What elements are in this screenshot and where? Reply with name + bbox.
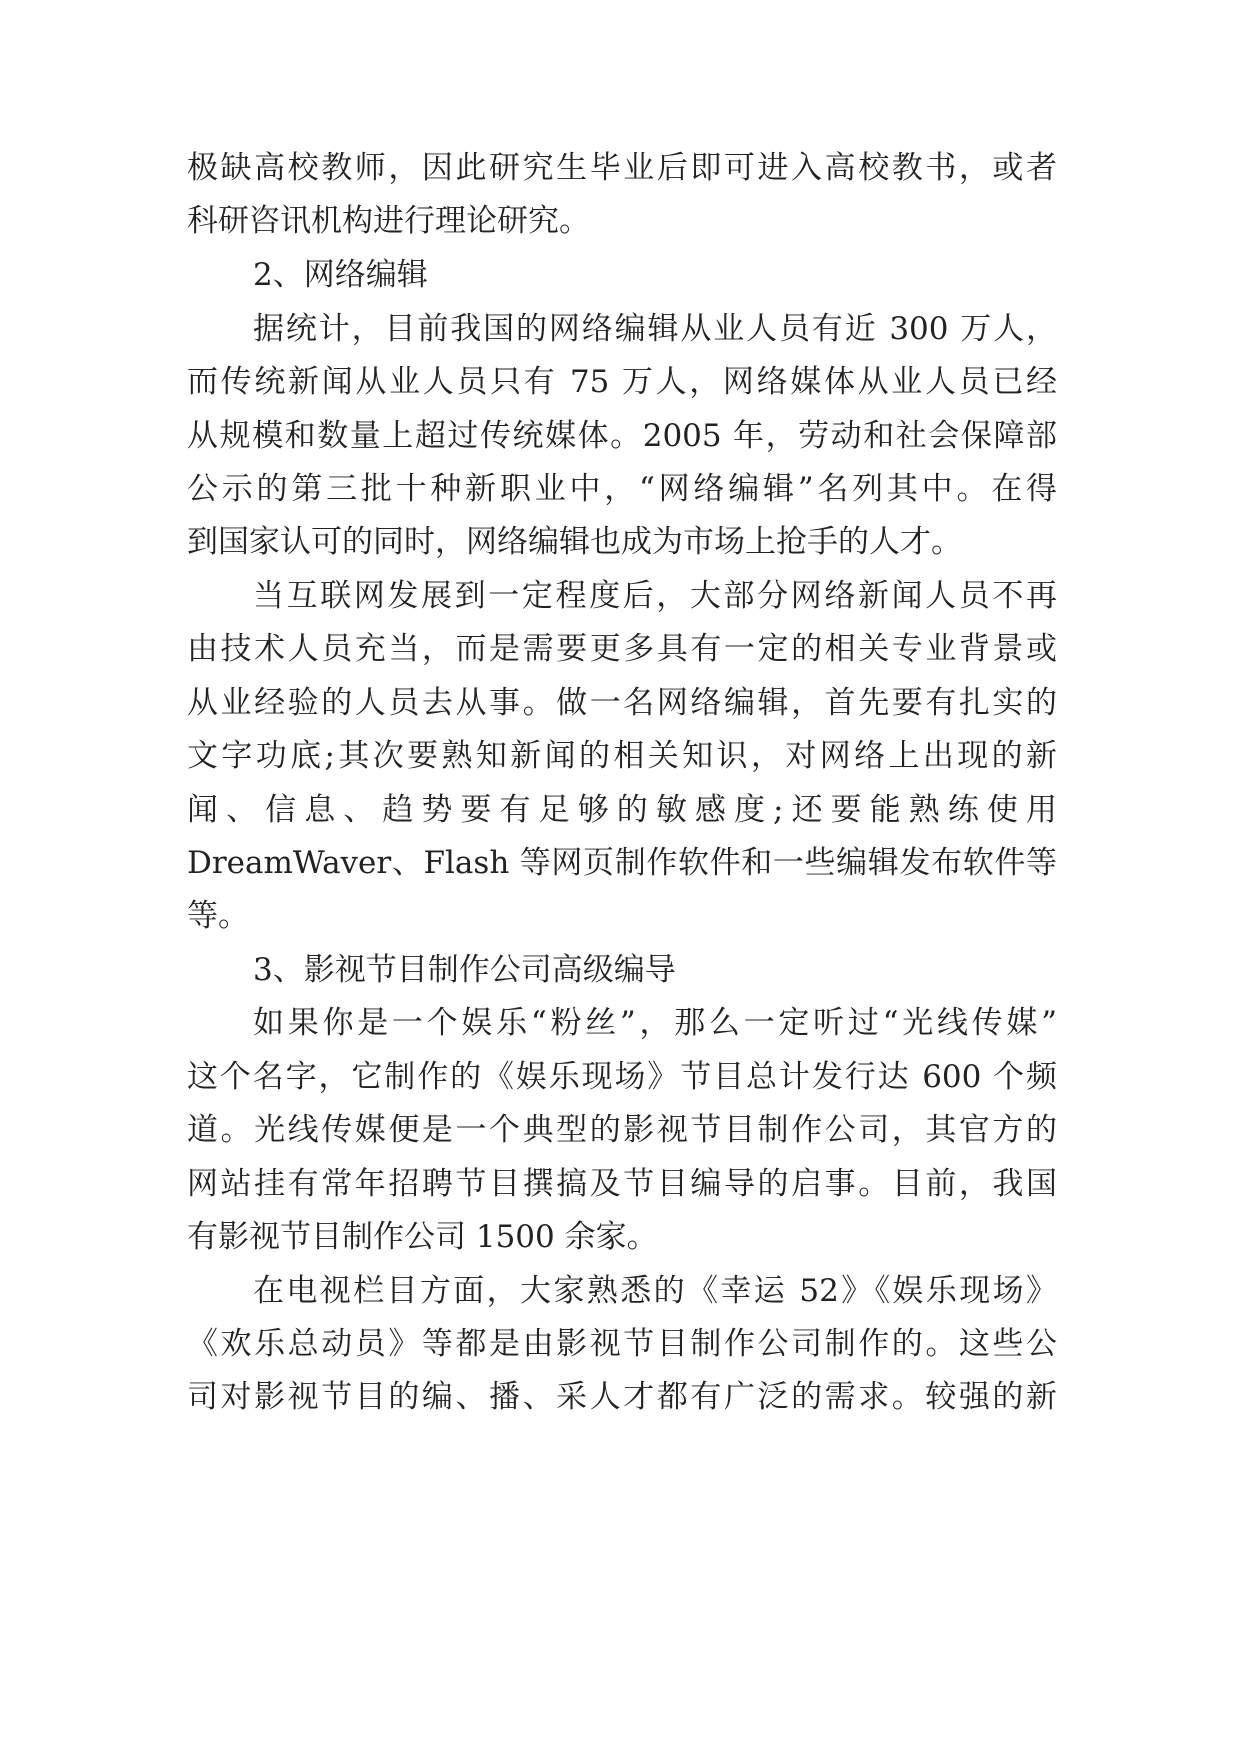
text-line: 闻、信息、趋势要有足够的敏感度;还要能熟练使用 — [187, 792, 1057, 828]
text-line: 公示的第三批十种新职业中，“网络编辑”名列其中。在得 — [187, 471, 1057, 507]
text-line: 道。光线传媒便是一个典型的影视节目制作公司，其官方的 — [187, 1112, 1057, 1148]
paragraph-first-line: 当互联网发展到一定程度后，大部分网络新闻人员不再 — [253, 578, 1057, 614]
text-line: 这个名字，它制作的《娱乐现场》节目总计发行达 600 个频 — [187, 1059, 1057, 1095]
text-line: 网站挂有常年招聘节目撰搞及节目编导的启事。目前，我国 — [187, 1166, 1057, 1202]
text-line: 等。 — [187, 898, 249, 934]
text-line: 到国家认可的同时，网络编辑也成为市场上抢手的人才。 — [187, 524, 962, 560]
text-line: 文字功底;其次要熟知新闻的相关知识，对网络上出现的新 — [187, 738, 1057, 774]
paragraph-first-line: 如果你是一个娱乐“粉丝”，那么一定听过“光线传媒” — [253, 1005, 1057, 1041]
paragraph-first-line: 在电视栏目方面，大家熟悉的《幸运 52》《娱乐现场》 — [253, 1273, 1057, 1309]
text-line: 科研咨讯机构进行理论研究。 — [187, 203, 590, 239]
text-line: DreamWaver、Flash 等网页制作软件和一些编辑发布软件等 — [187, 845, 1057, 881]
text-line: 有影视节目制作公司 1500 余家。 — [187, 1219, 658, 1255]
text-line: 由技术人员充当，而是需要更多具有一定的相关专业背景或 — [187, 631, 1057, 667]
text-line: 极缺高校教师，因此研究生毕业后即可进入高校教书，或者 — [187, 150, 1057, 186]
section-heading: 2、网络编辑 — [253, 257, 428, 293]
text-line: 而传统新闻从业人员只有 75 万人，网络媒体从业人员已经 — [187, 364, 1057, 400]
paragraph-first-line: 据统计，目前我国的网络编辑从业人员有近 300 万人， — [253, 311, 1057, 347]
text-line: 《欢乐总动员》等都是由影视节目制作公司制作的。这些公 — [187, 1326, 1057, 1362]
text-line: 司对影视节目的编、播、采人才都有广泛的需求。较强的新 — [187, 1379, 1057, 1415]
text-line: 从规模和数量上超过传统媒体。2005 年，劳动和社会保障部 — [187, 418, 1057, 454]
text-line: 从业经验的人员去从事。做一名网络编辑，首先要有扎实的 — [187, 685, 1057, 721]
section-heading: 3、影视节目制作公司高级编导 — [253, 952, 676, 988]
